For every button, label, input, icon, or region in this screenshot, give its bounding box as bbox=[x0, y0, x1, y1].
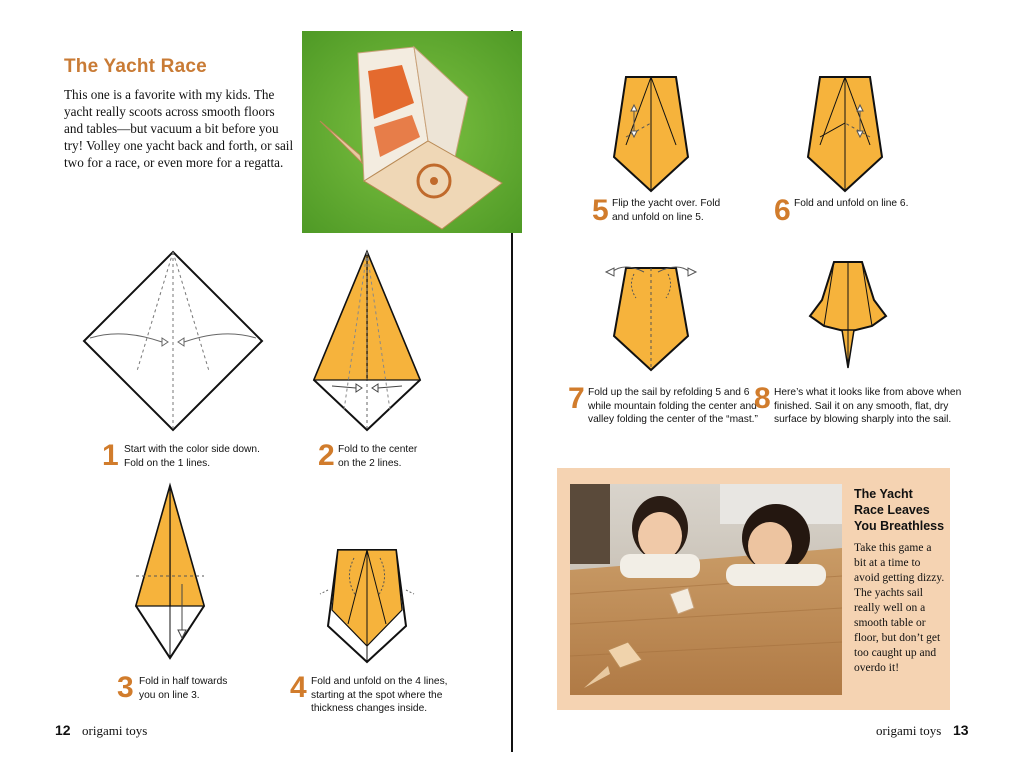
step-8-number: 8 bbox=[754, 382, 771, 415]
step-4-text: Fold and unfold on the 4 lines, starting at the spot where the thickness changes inside. bbox=[311, 676, 448, 714]
page-title: The Yacht Race bbox=[64, 56, 207, 77]
running-footer-left: origami toys bbox=[82, 723, 148, 738]
step-2-number: 2 bbox=[318, 439, 335, 472]
step-3-text: Fold in half towards you on line 3. bbox=[139, 676, 228, 701]
step-1-diagram bbox=[82, 250, 264, 432]
intro-paragraph: This one is a favorite with my kids. The yacht really scoots across smooth floors and tables—but vacuum a bit before you try! Volley one yacht back and forth, or sail two for a race, or even more for a regatta. bbox=[64, 87, 294, 170]
step-4-diagram bbox=[326, 548, 408, 664]
step-7-text: Fold up the sail by refolding 5 and 6 while mountain folding the center and valley folding the center of the “mast.” bbox=[588, 387, 758, 425]
step-8-text: Here’s what it looks like from above when finished. Sail it on any smooth, flat, dry surface by blowing sharply into the sail. bbox=[774, 387, 962, 425]
photo-folded-yacht bbox=[302, 31, 522, 233]
step-5-diagram bbox=[612, 75, 690, 193]
step-6-diagram bbox=[806, 75, 884, 193]
step-6-text: Fold and unfold on line 6. bbox=[794, 198, 909, 209]
sidebar-body: Take this game a bit at a time to avoid getting dizzy. The yachts sail really well on a smooth table or floor, but don’t get too caught up and overdo it! bbox=[854, 542, 945, 674]
page-number-right: 13 bbox=[953, 722, 969, 738]
step-2-text: Fold to the center on the 2 lines. bbox=[338, 444, 418, 469]
step-3-diagram bbox=[134, 484, 206, 660]
photo-kids-blowing-yachts bbox=[570, 484, 842, 695]
page-number-left: 12 bbox=[55, 722, 71, 738]
step-8-diagram bbox=[808, 260, 888, 370]
step-7-diagram bbox=[604, 262, 698, 372]
step-6-number: 6 bbox=[774, 194, 791, 227]
step-5-number: 5 bbox=[592, 194, 609, 227]
step-1-text: Start with the color side down. Fold on the 1 lines. bbox=[124, 444, 260, 469]
step-1-number: 1 bbox=[102, 439, 119, 472]
step-7-number: 7 bbox=[568, 382, 585, 415]
running-footer-right: origami toys bbox=[876, 723, 942, 738]
step-2-diagram bbox=[312, 250, 422, 432]
step-4-number: 4 bbox=[290, 671, 307, 704]
step-5-text: Flip the yacht over. Fold and unfold on line 5. bbox=[612, 198, 721, 223]
step-3-number: 3 bbox=[117, 671, 134, 704]
sidebar-title: The Yacht Race Leaves You Breathless bbox=[854, 487, 945, 533]
